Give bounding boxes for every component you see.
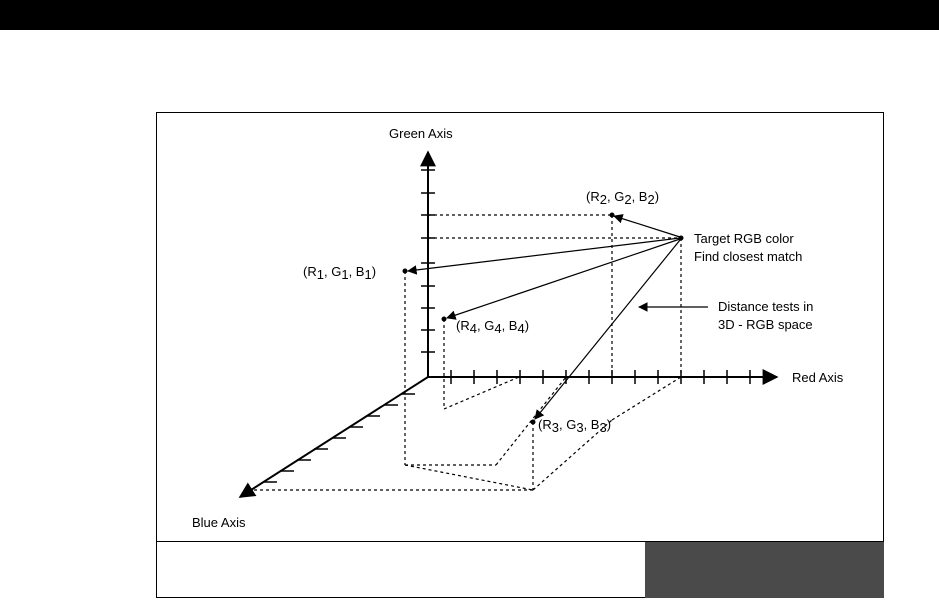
- point-3-label: (R3, G3, B3): [538, 417, 612, 435]
- point-4-label: (R4, G4, B4): [456, 318, 530, 336]
- green-axis-label: Green Axis: [389, 126, 453, 141]
- arrow-to-point-4: [447, 239, 680, 318]
- distance-arrows: [408, 216, 708, 419]
- point-1: [403, 269, 408, 274]
- target-label-line2: Find closest match: [694, 249, 803, 264]
- distance-label-line2: 3D - RGB space: [718, 317, 813, 332]
- arrow-to-point-3: [535, 240, 680, 419]
- blue-axis-line: [240, 377, 428, 497]
- red-axis-label: Red Axis: [792, 370, 844, 385]
- projection-lines: [245, 215, 681, 490]
- point-4: [442, 317, 447, 322]
- point-3: [531, 420, 536, 425]
- point-1-label: (R1, G1, B1): [303, 264, 377, 282]
- arrow-to-point-2: [614, 216, 680, 237]
- point-2-label: (R2, G2, B2): [586, 189, 660, 207]
- data-points: [403, 213, 684, 425]
- distance-label-line1: Distance tests in: [718, 299, 814, 314]
- arrow-to-point-1: [408, 238, 680, 271]
- blue-axis-label: Blue Axis: [192, 515, 246, 530]
- target-label-line1: Target RGB color: [694, 231, 794, 246]
- point-2: [610, 213, 615, 218]
